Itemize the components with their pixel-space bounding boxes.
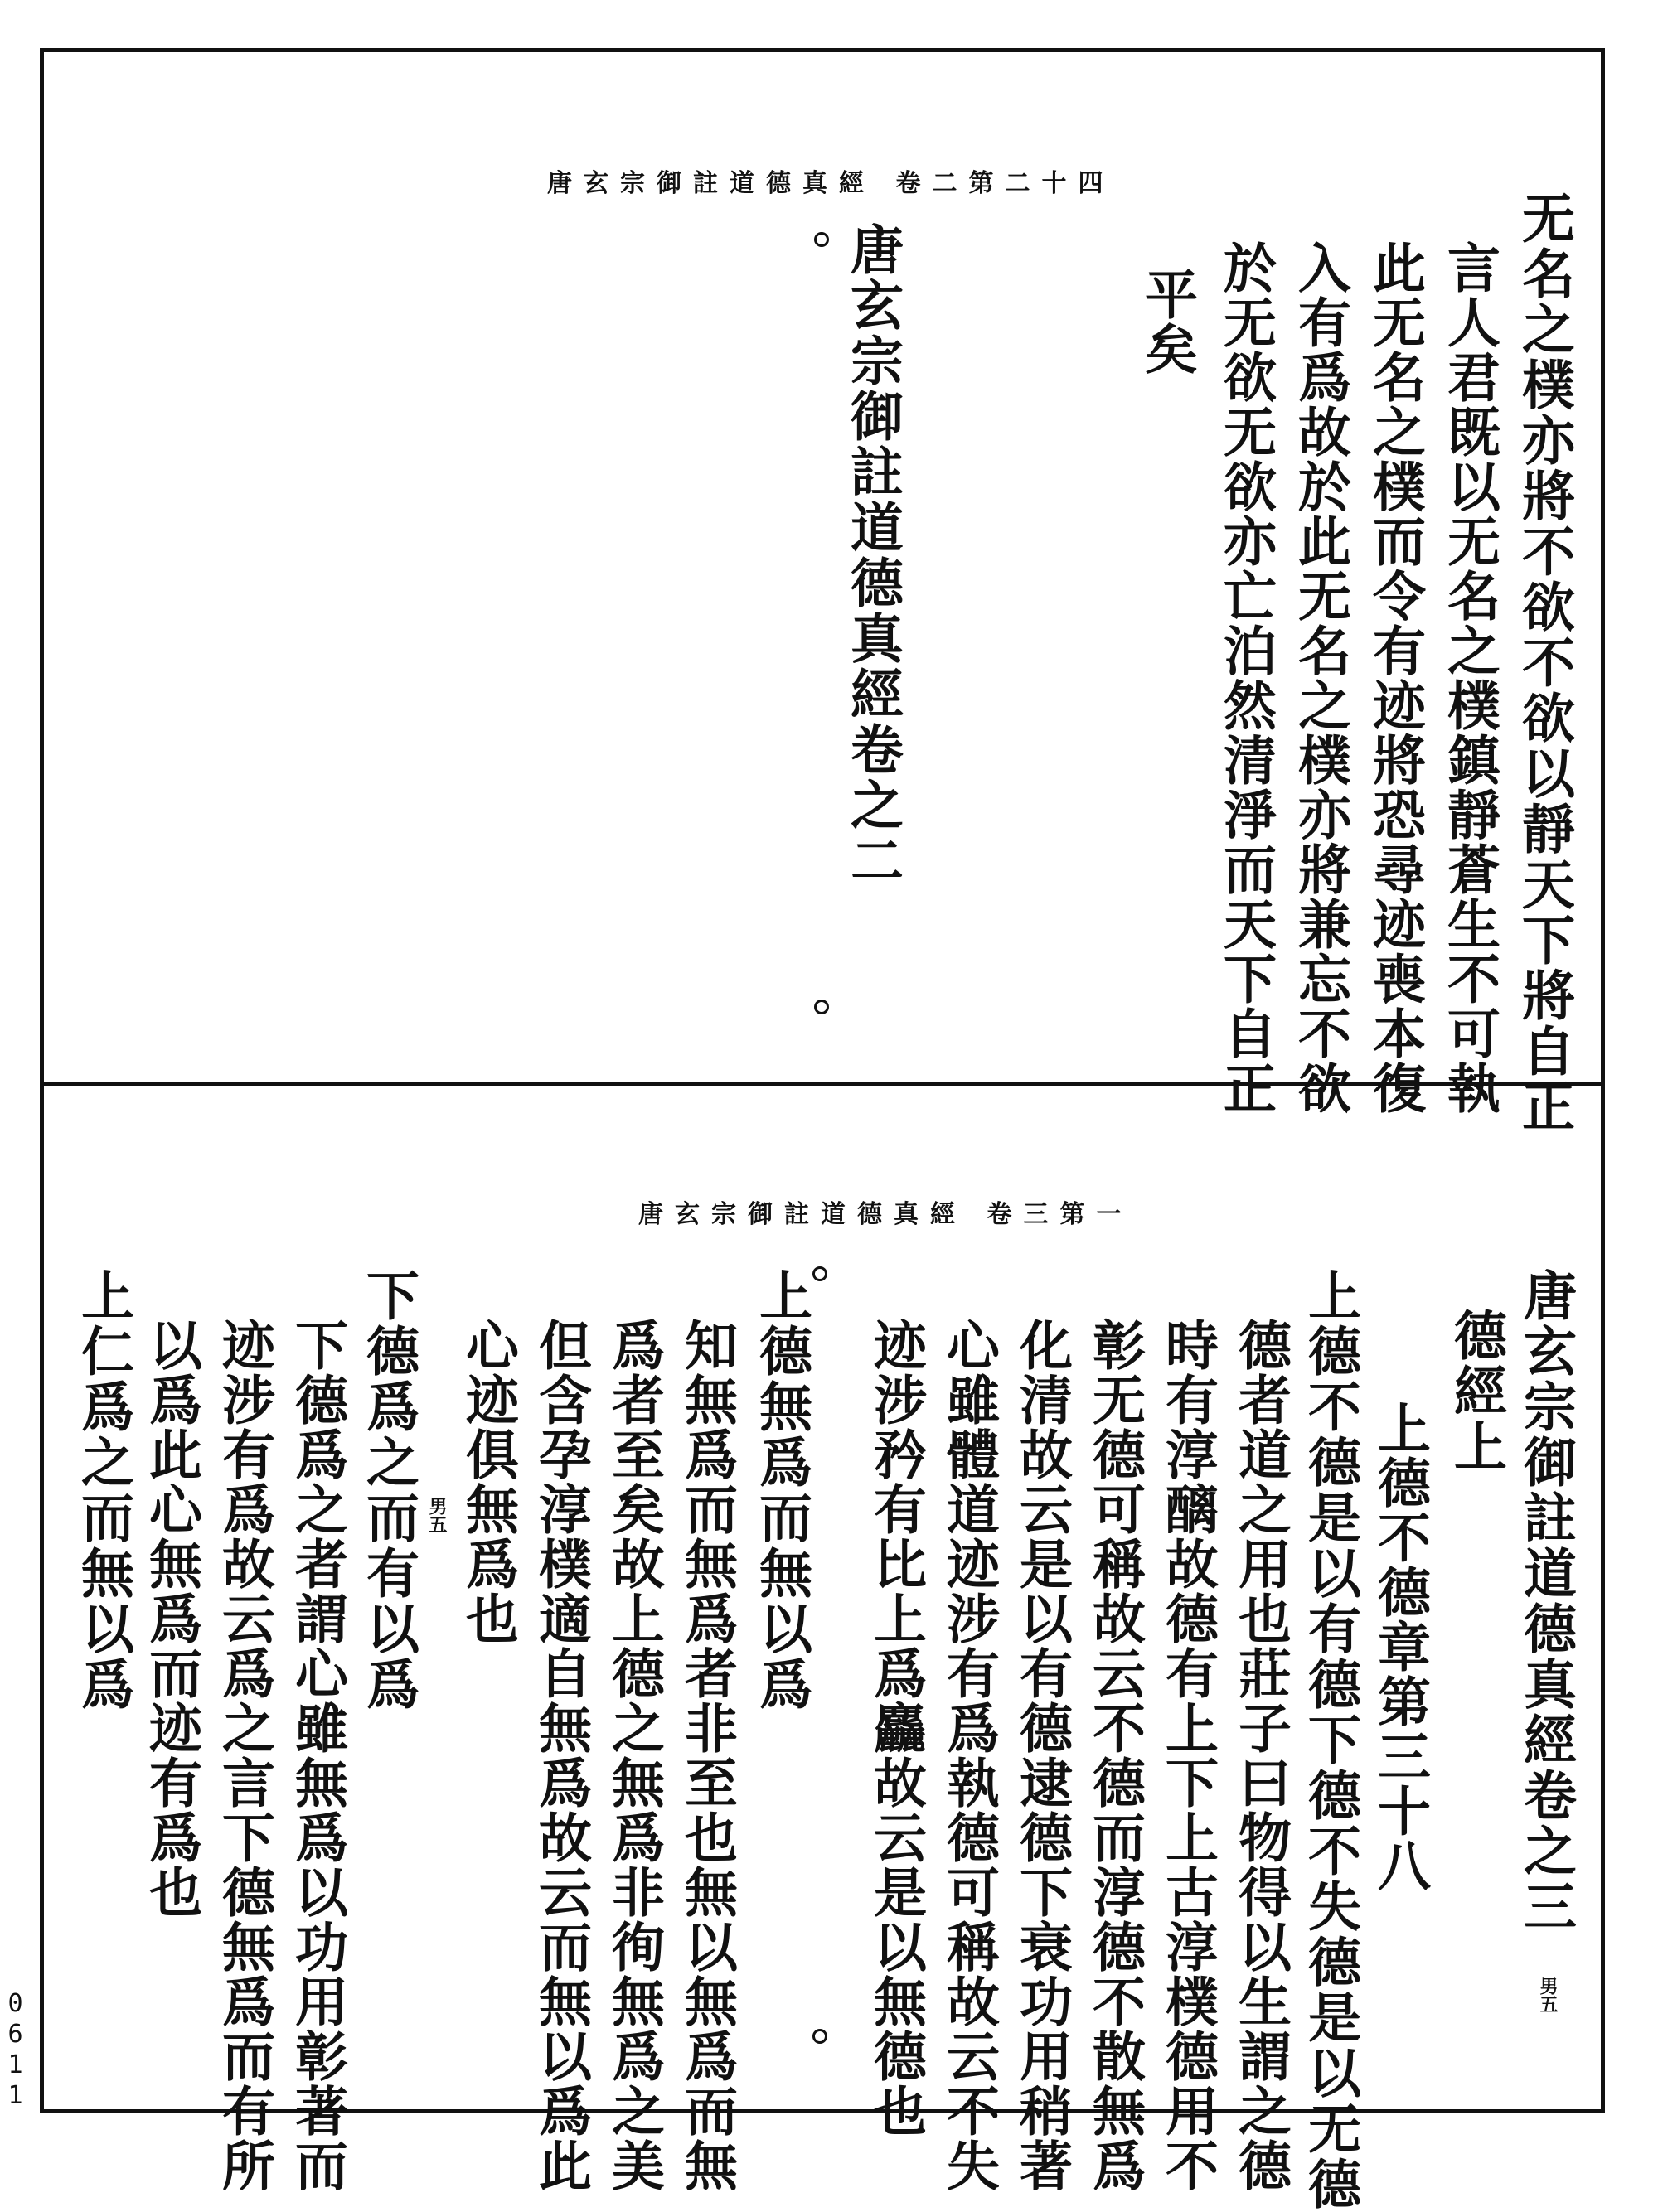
top-circle-2 bbox=[814, 1000, 829, 1014]
bottom-circle-1 bbox=[812, 1266, 827, 1281]
top-text-col-3: 此无名之樸而令有迹將恐尋迹喪本復 bbox=[1364, 240, 1426, 1116]
top-page-header: 唐玄宗御註道德真經 卷二第二十四 bbox=[547, 169, 1115, 198]
top-title-col: 唐玄宗御註道德真經卷之二 bbox=[841, 222, 904, 888]
margin-page-number: 0611 bbox=[1, 1989, 30, 2112]
bottom-col-12: 上德無爲而無以爲 bbox=[750, 1268, 812, 1712]
top-text-col-2: 言人君既以无名之樸鎮靜蒼生不可執 bbox=[1438, 240, 1500, 1116]
bottom-col-13: 知無爲而無爲者非至也無以無爲而無 bbox=[676, 1318, 738, 2193]
bottom-col-4: 上德不德章第三十八 bbox=[1369, 1401, 1431, 1893]
bottom-col-11: 迹涉矜有比上爲麤故云是以無德也 bbox=[865, 1318, 927, 2138]
bottom-col-7: 時有淳醨故德有上下上古淳樸德用不 bbox=[1156, 1318, 1219, 2193]
bottom-circle-2 bbox=[812, 2029, 827, 2044]
bottom-col-21: 以爲此心無爲而迹有爲也 bbox=[140, 1318, 202, 1919]
top-text-col-1: 无名之樸亦將不欲不欲以靜天下將自正 bbox=[1513, 191, 1575, 1135]
top-circle-1 bbox=[814, 232, 829, 247]
bottom-col-22: 上仁爲之而無以爲 bbox=[72, 1268, 134, 1712]
bottom-col-3: 男五 bbox=[1537, 1977, 1559, 2013]
bottom-col-15: 但含孕淳樸適自無爲故云而無以爲此 bbox=[530, 1318, 592, 2193]
bottom-col-2: 德經上 bbox=[1445, 1308, 1507, 1474]
bottom-col-5: 上德不德是以有德下德不失德是以无德 bbox=[1299, 1268, 1361, 2212]
bottom-col-17: 男五 bbox=[426, 1497, 448, 1533]
bottom-col-8: 彰无德可稱故云不德而淳德不散無爲 bbox=[1084, 1318, 1146, 2193]
bottom-col-6: 德者道之用也莊子曰物得以生謂之德 bbox=[1229, 1318, 1292, 2193]
bottom-col-19: 下德爲之者謂心雖無爲以功用彰著而 bbox=[286, 1318, 348, 2193]
bottom-col-20: 迹涉有爲故云爲之言下德無爲而有所 bbox=[213, 1318, 275, 2193]
top-text-col-6: 平矣 bbox=[1136, 267, 1198, 376]
top-text-col-5: 於无欲无欲亦亡泊然清淨而天下自正 bbox=[1214, 240, 1277, 1116]
bottom-page-header: 唐玄宗御註道德真經 卷三第一 bbox=[638, 1200, 1133, 1229]
bottom-col-16: 心迹俱無爲也 bbox=[457, 1318, 519, 1646]
bottom-col-10: 心雖體道迹涉有爲執德可稱故云不失 bbox=[938, 1318, 1000, 2193]
bottom-col-18: 下德爲之而有以爲 bbox=[357, 1268, 419, 1712]
bottom-col-1: 唐玄宗御註道德真經卷之三 bbox=[1515, 1268, 1577, 1934]
top-text-col-4: 入有爲故於此无名之樸亦將兼忘不欲 bbox=[1289, 240, 1351, 1116]
bottom-col-14: 爲者至矣故上德之無爲非徇無爲之美 bbox=[603, 1318, 665, 2193]
bottom-col-9: 化清故云是以有德逮德下衰功用稍著 bbox=[1011, 1318, 1073, 2193]
